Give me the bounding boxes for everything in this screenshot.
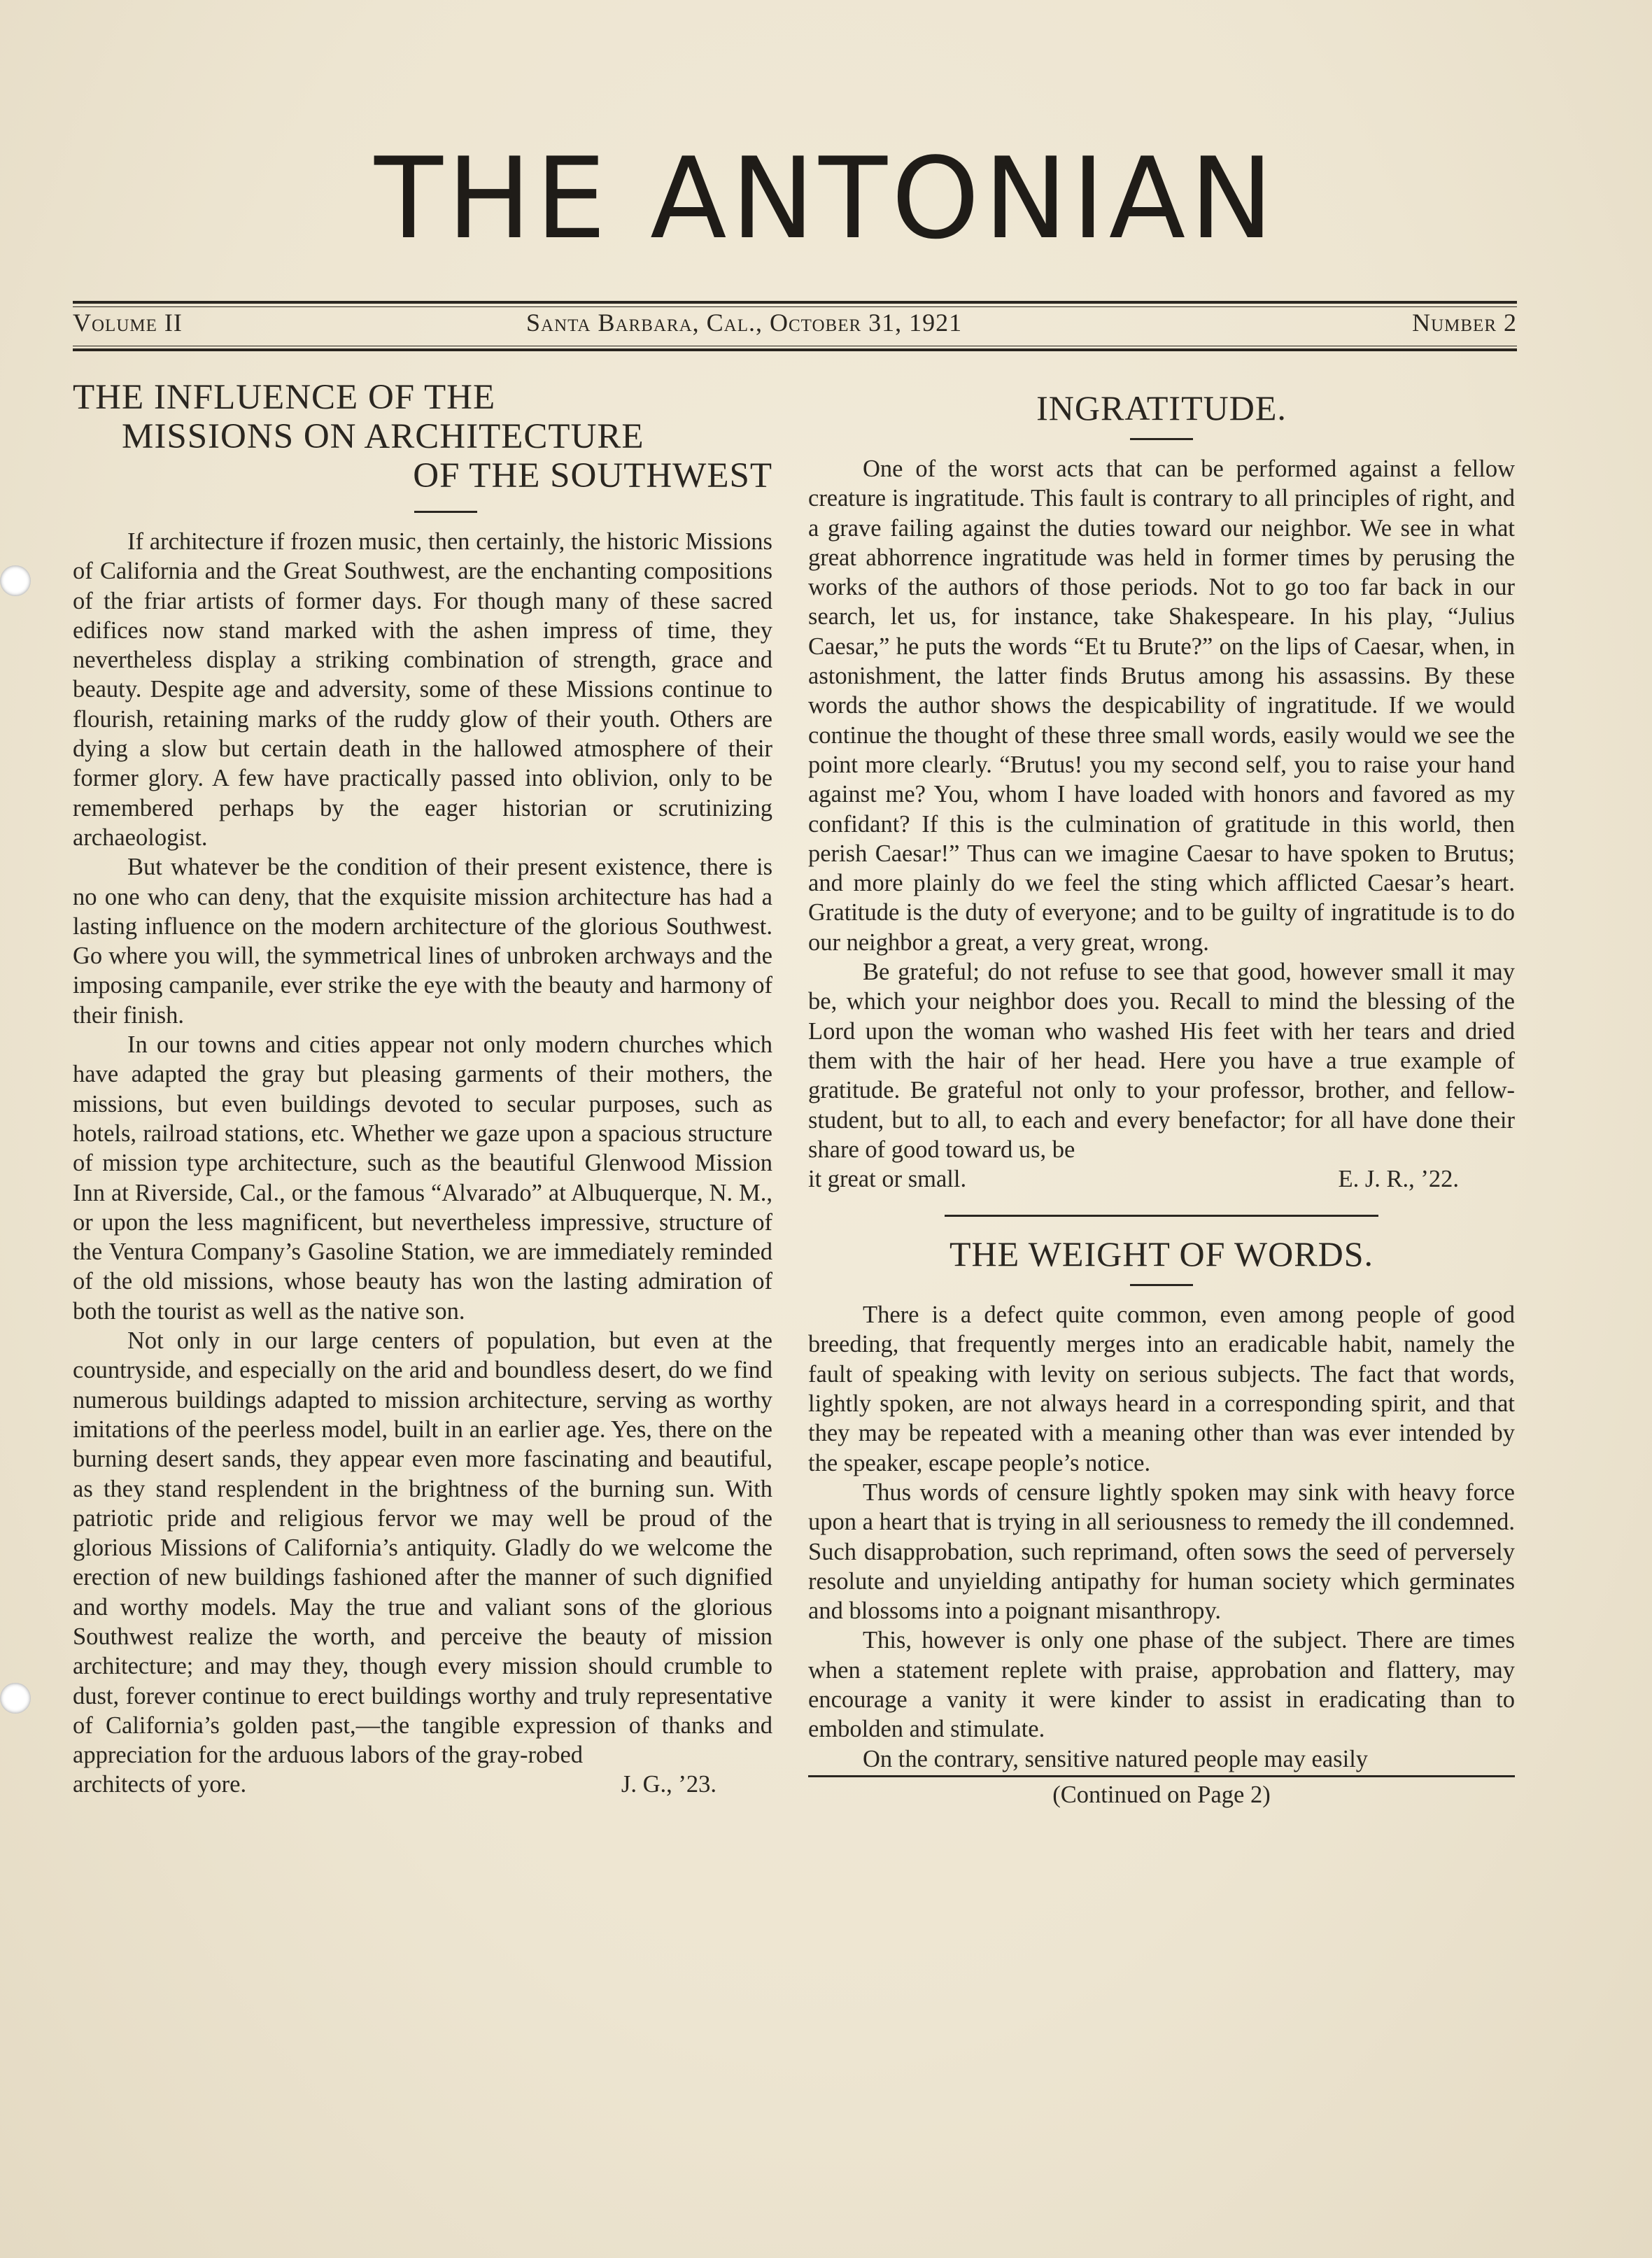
last-line: it great or small.: [808, 1166, 967, 1193]
author-signature: J. G., ’23.: [621, 1771, 716, 1798]
paragraph: But whatever be the condition of their present existence, there is no one who can deny, that the exquisite mission architecture has had a lasting influence on the modern architecture of the glorious Southwest. Go where you will, the symmetrical lines of unbroken archways and the imposing campanile, ever strike the eye with the beauty and harmony of their finish.: [73, 854, 772, 1029]
paragraph: If architecture if frozen music, then certainly, the historic Missions of California and the Great Southwest, are the enchanting compositions of the friar artists of former days. For though many of these sacred edifices now stand marked with the ashen impress of time, they nevertheless display a striking combination of strength, grace and beauty. Despite age and adversity, some of these Missions continue to flourish, retaining marks of the ruddy glow of their youth. Others are dying a slow but certain death in the hallowed atmosphere of their former glory. A few have practically passed into oblivion, only to be remembered perhaps by the eager historian or scrutinizing archaeologist.: [73, 528, 772, 851]
author-signature: E. J. R., ’22.: [1338, 1166, 1459, 1193]
masthead-title: THE ANTONIAN: [374, 133, 1278, 264]
paragraph: Be grateful; do not refuse to see that good, however small it may be, which your neighbor does you. Recall to mind the blessing of the Lord upon the woman who washed His feet with her tears and dried them with the hair of her head. Here you have a true example of gratitude. Be grateful not only to your professor, brother, and fellow-student, but to all, to each and every benefactor; for all have done their share of good toward us, be: [808, 959, 1515, 1163]
dateline: [73, 308, 1517, 343]
paragraph: One of the worst acts that can be performed against a fellow creature is ingratitude. This fault is contrary to all principles of right, and a grave failing against the duties toward our neighbor. We see in what great abhorrence ingratitude was held in former times by perusing the works of the authors of those periods. Not to go too far back in our search, let us, for instance, take Shakespeare. In his play, “Julius Caesar,” he puts the words “Et tu Brute?” on the lips of Caesar, when, in astonishment, the latter finds Brutus among his assassins. By these words the author shows the despicability of ingratitude. If we would continue the thought of these three small words, easily would we see the point more clearly. “Brutus! you my second self, you to raise your hand against me? You, whom I have loaded with honors and favored as my confidant? If this is the culmination of gratitude in this world, then perish Caesar!” Thus can we imagine Caesar to have spoken to Brutus; and more plainly do we feel the sting which afflicted Caesar’s heart. Gratitude is the duty of everyone; and to be guilty of ingratitude is to do our neighbor a great, a very great, wrong.: [808, 456, 1515, 956]
paragraph: There is a defect quite common, even among people of good breeding, that frequently merges into an eradicable habit, namely the fault of speaking with levity on serious subjects. The fact that words, lightly spoken, are not always heard in a corresponding spirit, and that they may be repeated with a meaning other than was ever intended by the speaker, escape people’s notice.: [808, 1301, 1515, 1476]
article-title-ingratitude: INGRATITUDE.: [1036, 388, 1287, 428]
title-line-2: MISSIONS ON ARCHITECTURE: [122, 417, 644, 456]
masthead-rule-bottom: [73, 348, 1517, 351]
title-divider: [1130, 1284, 1193, 1286]
paragraph: Thus words of censure lightly spoken may sink with heavy force upon a heart that is trying in all seriousness to remedy the ill condemned. Such disapprobation, such reprimand, often sows the seed of perversely resolute and unyielding antipathy for human society which germinates and blossoms into a poignant misanthropy.: [808, 1479, 1515, 1625]
masthead-rule-top-thin: [73, 306, 1517, 307]
article-separator: [945, 1215, 1378, 1217]
masthead-rule-top: [73, 301, 1517, 304]
article-title-weight-of-words: THE WEIGHT OF WORDS.: [949, 1234, 1374, 1274]
article-title-influence: [73, 378, 772, 495]
left-column: [73, 378, 772, 1799]
title-divider: [1130, 438, 1193, 440]
title-divider: [414, 511, 477, 513]
paragraph: This, however is only one phase of the subject. There are times when a statement replete with praise, approbation and flattery, may encourage a vanity it were kinder to assist in eradicating than to embolden and stimulate.: [808, 1627, 1515, 1743]
volume-label: Volume II: [73, 309, 183, 337]
place-date: Santa Barbara, Cal., October 31, 1921: [526, 309, 963, 337]
closing-line: [808, 1164, 1515, 1194]
last-line: architects of yore.: [73, 1771, 247, 1798]
paragraph: Not only in our large centers of population, but even at the countryside, and especially on the arid and boundless desert, do we find numerous buildings adapted to mission architecture, serving as worthy imitations of the peerless model, built in an earlier age. Yes, there on the burning desert sands, they appear even more fascinating and beautiful, as they stand resplendent in the brightness of the burning sun. With patriotic pride and religious fervor we may well be proud of the glorious Missions of California’s antiquity. Gladly do we welcome the erection of new buildings fashioned after the manner of such dignified and worthy models. May the true and valiant sons of the glorious Southwest realize the worth, and perceive the beauty of mission architecture; and may they, though every mission should crumble to dust, forever continue to erect buildings worthy and truly representative of California’s golden past,—the tangible expression of thanks and appreciation for the arduous labors of the gray-robed: [73, 1327, 772, 1769]
title-line-1: THE INFLUENCE OF THE: [73, 378, 496, 417]
continued-rule: [808, 1775, 1515, 1777]
continued-notice: (Continued on Page 2): [1052, 1781, 1271, 1808]
closing-line: [73, 1770, 772, 1799]
right-column: [808, 378, 1515, 1809]
punch-hole-top: [0, 565, 31, 596]
issue-number: Number 2: [1412, 309, 1517, 337]
paragraph: In our towns and cities appear not only modern churches which have adapted the gray but pleasing garments of their mothers, the missions, but even buildings devoted to secular purposes, such as hotels, railroad stations, etc. Whether we gaze upon a spacious structure of mission type architecture, such as the beautiful Glenwood Mission Inn at Riverside, Cal., or the famous “Alvarado” at Albuquerque, N. M., or upon the less magnificent, but nevertheless impressive, structure of the Ventura Company’s Gasoline Station, we are immediately reminded of the old missions, whose beauty has won the lasting admiration of both the tourist as well as the native son.: [73, 1031, 772, 1325]
title-line-3: OF THE SOUTHWEST: [413, 456, 772, 495]
punch-hole-bottom: [0, 1683, 31, 1714]
paragraph: On the contrary, sensitive natured people may easily: [863, 1745, 1369, 1772]
